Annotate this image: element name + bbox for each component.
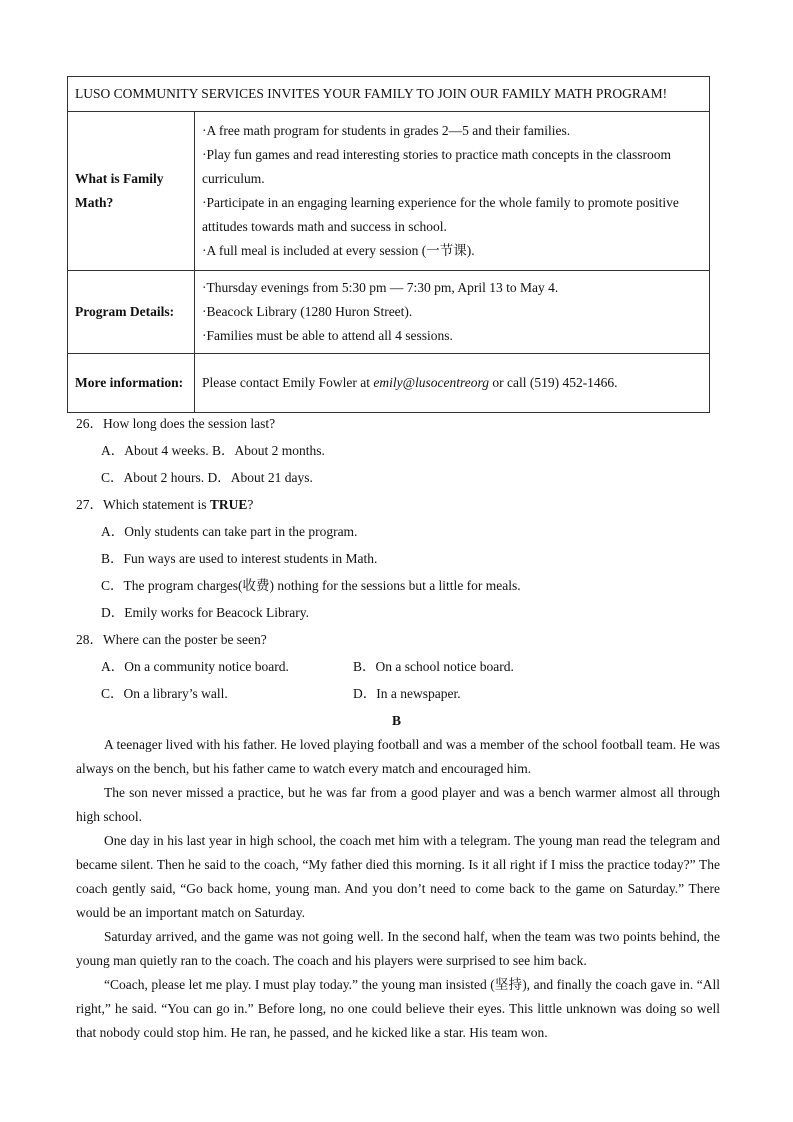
option: A．On a community notice board. bbox=[101, 659, 289, 674]
paragraph: “Coach, please let me play. I must play today.” the young man insisted (坚持), and finally the coach gave in. “All right,” he said. “You can go in.” Before long, no one could believe their eyes. This little unknown was doing so well that nobody could stop him. He ran, he passed, and he kicked like a star. His team won. bbox=[76, 977, 720, 1040]
contact-phone: or call (519) 452-1466. bbox=[488, 375, 618, 390]
stem: ? bbox=[247, 497, 254, 512]
option: C．The program charges(收费) nothing for the sessions but a little for meals. bbox=[101, 578, 521, 593]
option: A．About 4 weeks. B．About 2 months. bbox=[101, 443, 325, 458]
row-label: What is Family Math? bbox=[68, 112, 195, 271]
option: C．On a library’s wall. bbox=[101, 686, 228, 701]
bullet: ·A full meal is included at every session (一节课). bbox=[202, 243, 475, 258]
row-label: More information: bbox=[68, 354, 195, 413]
bullet: ·Play fun games and read interesting stories to practice math concepts in the classroom curriculum. bbox=[202, 147, 671, 186]
row-content bbox=[195, 354, 710, 413]
section-heading: B bbox=[391, 713, 401, 728]
bullet: ·Thursday evenings from 5:30 pm — 7:30 pm, April 13 to May 4. bbox=[202, 280, 559, 295]
row-label: Program Details: bbox=[68, 271, 195, 354]
option-row bbox=[76, 680, 726, 707]
option: D．Emily works for Beacock Library. bbox=[101, 605, 309, 620]
row-content bbox=[195, 271, 710, 354]
bullet: ·Beacock Library (1280 Huron Street). bbox=[202, 304, 413, 319]
paragraph: A teenager lived with his father. He loved playing football and was a member of the school football team. He was always on the bench, but his father came to watch every match and encouraged him. bbox=[76, 737, 720, 776]
row-content bbox=[195, 112, 710, 271]
bullet: ·Participate in an engaging learning experience for the whole family to promote positive attitudes towards math and success in school. bbox=[202, 195, 679, 234]
option: D．In a newspaper. bbox=[353, 686, 461, 701]
paragraph: The son never missed a practice, but he was far from a good player and was a bench warmer almost all through high school. bbox=[76, 785, 720, 824]
bullet: ·Families must be able to attend all 4 sessions. bbox=[202, 328, 453, 343]
stem: 27．Which statement is bbox=[76, 497, 210, 512]
stem-bold: TRUE bbox=[209, 497, 248, 512]
email-link[interactable]: emily@lusocentreorg bbox=[373, 375, 489, 390]
poster-table bbox=[67, 76, 710, 413]
poster-title: LUSO COMMUNITY SERVICES INVITES YOUR FAMILY TO JOIN OUR FAMILY MATH PROGRAM! bbox=[68, 77, 710, 112]
paragraph: One day in his last year in high school, the coach met him with a telegram. The young man read the telegram and became silent. Then he said to the coach, “My father died this morning. Is it all right if I miss the practice today?” The coach gently said, “Go back home, young man. And you don’t need to come back to the game on Saturday.” There would be an important match on Saturday. bbox=[76, 833, 720, 920]
option: C．About 2 hours. D．About 21 days. bbox=[101, 470, 313, 485]
contact-text: Please contact Emily Fowler at bbox=[202, 375, 374, 390]
bullet: ·A free math program for students in grades 2—5 and their families. bbox=[202, 123, 571, 138]
option: A．Only students can take part in the program. bbox=[101, 524, 358, 539]
question-27 bbox=[76, 491, 726, 518]
option: B．Fun ways are used to interest students in Math. bbox=[101, 551, 378, 566]
paragraph: Saturday arrived, and the game was not going well. In the second half, when the team was two points behind, the young man quietly ran to the coach. The coach and his players were surprised to see him back. bbox=[76, 929, 720, 968]
question-26: 26．How long does the session last? bbox=[76, 416, 276, 431]
option-row bbox=[76, 653, 726, 680]
option: B．On a school notice board. bbox=[353, 659, 514, 674]
question-28: 28．Where can the poster be seen? bbox=[76, 632, 267, 647]
story bbox=[76, 733, 720, 1045]
questions bbox=[76, 410, 726, 707]
